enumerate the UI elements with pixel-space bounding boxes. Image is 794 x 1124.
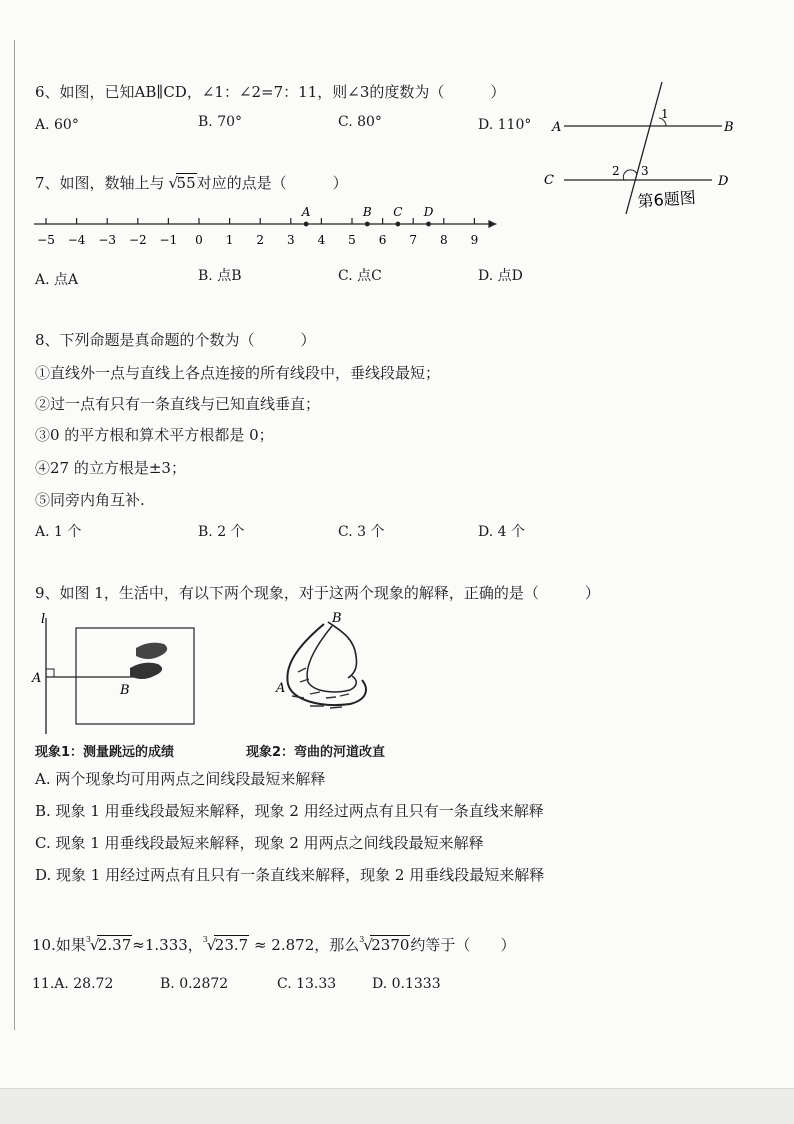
q9-stem: 9、如图 1，生活中，有以下两个现象，对于这两个现象的解释，正确的是（ ） <box>35 584 600 602</box>
angle-3-label: 3 <box>641 164 649 178</box>
tick-label: 8 <box>439 233 448 247</box>
point-dot-c <box>396 222 401 227</box>
right-angle-mark <box>46 669 54 677</box>
q9-river-figure <box>270 608 390 718</box>
point-label-c: C <box>393 205 403 219</box>
label-b: B <box>724 120 734 135</box>
tick-label: 6 <box>378 233 387 247</box>
point-dot-a <box>304 222 309 227</box>
q10-option-b: B. 0.2872 <box>160 976 229 992</box>
point-label-a: A <box>301 205 311 219</box>
q8-option-b: B. 2 个 <box>198 524 245 540</box>
q8-option-c: C. 3 个 <box>338 524 385 540</box>
river-water-strokes <box>298 668 349 698</box>
q8-item-3: ③0 的平方根和算术平方根都是 0； <box>35 426 274 444</box>
river-bend <box>328 622 357 678</box>
tick-label: −4 <box>67 233 86 247</box>
tick-label: 7 <box>409 233 418 247</box>
point-dot-b <box>365 222 370 227</box>
scan-bottom-edge <box>0 1088 794 1124</box>
q10-radicand-2: 23.7 <box>214 936 249 954</box>
point-label-d: D <box>423 205 434 219</box>
q7-number-line <box>30 200 510 252</box>
footprint-upper <box>136 643 167 659</box>
q9-option-c: C. 现象 1 用垂线段最短来解释，现象 2 用两点之间线段最短来解释 <box>35 834 484 852</box>
q8-item-4: ④27 的立方根是±3； <box>35 459 186 477</box>
q8-stem: 8、下列命题是真命题的个数为（ ） <box>35 331 316 349</box>
tick-label: 4 <box>317 233 326 247</box>
q6-option-b: B. 70° <box>198 114 243 130</box>
label-a-fig1: A <box>32 671 42 686</box>
label-b-fig1: B <box>120 683 130 698</box>
label-a-fig2: A <box>276 681 286 696</box>
q8-item-1: ①直线外一点与直线上各点连接的所有线段中，垂线段最短； <box>35 364 441 382</box>
q6-option-d: D. 110° <box>478 117 532 133</box>
footprint-lower <box>130 663 162 679</box>
tick-label: −3 <box>98 233 117 247</box>
handwritten-figure-caption: 第6题图 <box>636 187 697 211</box>
point-dot-d <box>426 222 431 227</box>
q10-option-d: D. 0.1333 <box>372 976 441 992</box>
q9-caption-phenomenon-2: 现象2：弯曲的河道改直 <box>246 745 386 760</box>
q6-option-a: A. 60° <box>35 117 79 133</box>
q6-option-c: C. 80° <box>338 114 382 130</box>
q8-item-5: ⑤同旁内角互补. <box>35 491 145 509</box>
tick-label: 5 <box>348 233 356 247</box>
binding-margin-line <box>14 40 15 1030</box>
label-c: C <box>544 173 554 188</box>
river-bank-inner <box>307 626 356 692</box>
tick-label: 3 <box>286 233 295 247</box>
q9-caption-phenomenon-1: 现象1：测量跳远的成绩 <box>35 745 175 760</box>
q10-option-c: C. 13.33 <box>277 976 337 992</box>
label-b-fig2: B <box>332 611 342 626</box>
label-l: l <box>41 612 46 627</box>
q8-item-2: ②过一点有只有一条直线与已知直线垂直； <box>35 395 321 413</box>
q9-option-d: D. 现象 1 用经过两点有且只有一条直线来解释，现象 2 用垂线段最短来解释 <box>35 866 545 884</box>
q10-radicand-3: 2370 <box>371 936 410 954</box>
angle-2-label: 2 <box>612 164 620 178</box>
number-line-arrow <box>488 220 496 228</box>
q8-option-d: D. 4 个 <box>478 524 525 540</box>
q10-stem: 10.如果 3 √ 2.37≈1.333， 3 √ 23.7 ≈ 2.872，那么 3 √ 2370约等于（ ） <box>32 935 516 954</box>
tick-label: −2 <box>128 233 147 247</box>
q7-option-c: C. 点C <box>338 268 382 284</box>
tick-label: −1 <box>159 233 178 247</box>
q7-option-d: D. 点D <box>478 268 523 284</box>
q10-radicand-1: 2.37 <box>97 936 132 954</box>
q7-option-a: A. 点A <box>35 272 79 288</box>
label-a: A <box>552 120 562 135</box>
point-label-b: B <box>362 205 372 219</box>
q6-parallel-lines-figure <box>540 70 740 220</box>
angle-1-label: 1 <box>661 107 669 121</box>
q7-radicand: 55 <box>176 174 196 192</box>
tick-label: 0 <box>195 233 203 247</box>
q6-stem: 6、如图，已知AB∥CD，∠1：∠2=7：11，则∠3的度数为（ ） <box>35 83 506 101</box>
q9-option-b: B. 现象 1 用垂线段最短来解释，现象 2 用经过两点有且只有一条直线来解释 <box>35 802 544 820</box>
q10-option-a: 11.A. 28.72 <box>32 976 114 992</box>
q8-option-a: A. 1 个 <box>35 524 82 540</box>
tick-label: 9 <box>470 233 479 247</box>
tick-label: −5 <box>37 233 55 247</box>
q9-option-a: A. 两个现象均可用两点之间线段最短来解释 <box>35 770 326 788</box>
q9-long-jump-figure <box>30 610 200 740</box>
label-d: D <box>718 174 729 189</box>
tick-label: 2 <box>256 233 265 247</box>
tick-label: 1 <box>225 233 234 247</box>
q7-stem: 7、如图，数轴上与 √ 55对应的点是（ ） <box>35 174 348 192</box>
river-bank-outer <box>287 624 366 705</box>
angle-2-3-arc <box>623 170 637 180</box>
q7-option-b: B. 点B <box>198 268 242 284</box>
